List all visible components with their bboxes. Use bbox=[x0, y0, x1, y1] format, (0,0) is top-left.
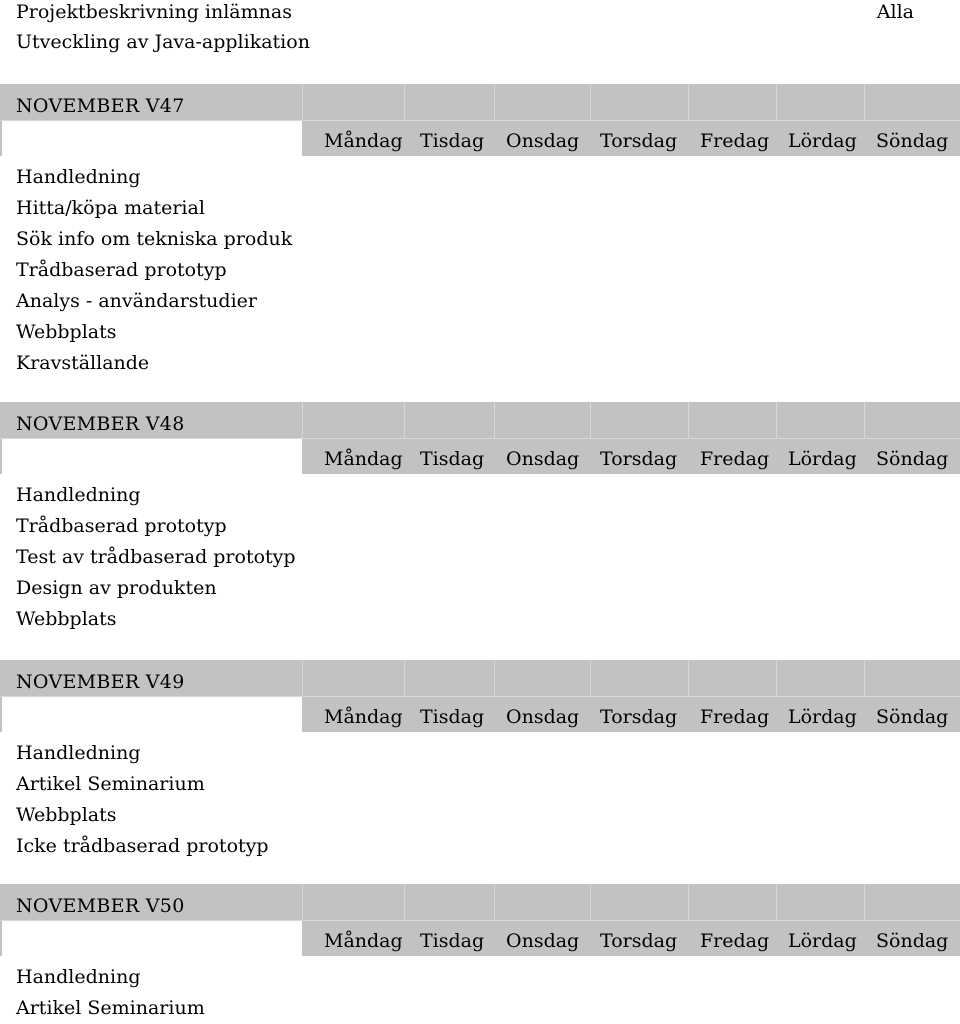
week-title: NOVEMBER V48 bbox=[16, 413, 185, 435]
weekday-monday: Måndag bbox=[324, 930, 403, 952]
weekday-friday: Fredag bbox=[700, 448, 770, 470]
weekday-friday: Fredag bbox=[700, 930, 770, 952]
task-item: Webbplats bbox=[16, 321, 117, 343]
task-item: Kravställande bbox=[16, 352, 150, 374]
column-separator bbox=[590, 402, 591, 438]
week-header-divider bbox=[0, 120, 960, 121]
weekday-friday: Fredag bbox=[700, 130, 770, 152]
weekday-thursday: Torsdag bbox=[600, 130, 678, 152]
column-separator bbox=[302, 84, 303, 120]
column-separator bbox=[688, 884, 689, 920]
column-separator bbox=[864, 84, 865, 120]
task-list bbox=[16, 962, 205, 1024]
weekday-sunday: Söndag bbox=[876, 706, 949, 728]
task-item: Trådbaserad prototyp bbox=[16, 259, 227, 281]
column-separator bbox=[494, 660, 495, 696]
task-item: Artikel Seminarium bbox=[16, 773, 205, 795]
column-separator bbox=[494, 402, 495, 438]
task-item: Trådbaserad prototyp bbox=[16, 515, 227, 537]
weekday-wednesday: Onsdag bbox=[506, 448, 580, 470]
column-separator bbox=[688, 402, 689, 438]
week-header-divider bbox=[0, 920, 960, 921]
weekday-thursday: Torsdag bbox=[600, 706, 678, 728]
column-separator bbox=[590, 660, 591, 696]
task-item: Icke trådbaserad prototyp bbox=[16, 835, 269, 857]
column-separator bbox=[776, 84, 777, 120]
task-item: Webbplats bbox=[16, 608, 117, 630]
weekday-header-row bbox=[0, 447, 960, 471]
weekday-wednesday: Onsdag bbox=[506, 130, 580, 152]
task-item: Handledning bbox=[16, 966, 141, 988]
task-list bbox=[16, 162, 292, 379]
weekday-header-row bbox=[0, 129, 960, 153]
week-title: NOVEMBER V49 bbox=[16, 671, 185, 693]
column-separator bbox=[494, 884, 495, 920]
weekday-saturday: Lördag bbox=[788, 930, 857, 952]
weekday-thursday: Torsdag bbox=[600, 448, 678, 470]
column-separator bbox=[776, 884, 777, 920]
weekday-wednesday: Onsdag bbox=[506, 930, 580, 952]
weekday-tuesday: Tisdag bbox=[420, 930, 485, 952]
header-line-2: Utveckling av Java-applikation bbox=[16, 31, 310, 53]
weekday-monday: Måndag bbox=[324, 130, 403, 152]
column-separator bbox=[864, 884, 865, 920]
column-separator bbox=[864, 660, 865, 696]
task-item: Design av produkten bbox=[16, 577, 217, 599]
task-item: Handledning bbox=[16, 166, 141, 188]
filter-label[interactable]: Alla bbox=[876, 1, 914, 23]
week-title: NOVEMBER V50 bbox=[16, 895, 185, 917]
column-separator bbox=[494, 84, 495, 120]
weekday-friday: Fredag bbox=[700, 706, 770, 728]
column-separator bbox=[864, 402, 865, 438]
column-separator bbox=[404, 84, 405, 120]
task-item: Analys - användarstudier bbox=[16, 290, 257, 312]
weekday-header-row bbox=[0, 929, 960, 953]
weekday-header-row bbox=[0, 705, 960, 729]
column-separator bbox=[404, 660, 405, 696]
week-header-divider bbox=[0, 696, 960, 697]
column-separator bbox=[404, 884, 405, 920]
weekday-sunday: Söndag bbox=[876, 448, 949, 470]
weekday-monday: Måndag bbox=[324, 448, 403, 470]
task-list bbox=[16, 738, 269, 862]
task-item: Hitta/köpa material bbox=[16, 197, 205, 219]
task-item: Handledning bbox=[16, 484, 141, 506]
task-list bbox=[16, 480, 296, 635]
task-item: Sök info om tekniska produk bbox=[16, 228, 293, 250]
weekday-tuesday: Tisdag bbox=[420, 706, 485, 728]
week-title: NOVEMBER V47 bbox=[16, 95, 185, 117]
week-header-divider bbox=[0, 438, 960, 439]
column-separator bbox=[688, 84, 689, 120]
column-separator bbox=[302, 660, 303, 696]
weekday-saturday: Lördag bbox=[788, 130, 857, 152]
column-separator bbox=[688, 660, 689, 696]
column-separator bbox=[776, 402, 777, 438]
weekday-sunday: Söndag bbox=[876, 930, 949, 952]
weekday-saturday: Lördag bbox=[788, 706, 857, 728]
weekday-sunday: Söndag bbox=[876, 130, 949, 152]
column-separator bbox=[302, 884, 303, 920]
task-item: Artikel Seminarium bbox=[16, 997, 205, 1019]
weekday-monday: Måndag bbox=[324, 706, 403, 728]
column-separator bbox=[590, 884, 591, 920]
column-separator bbox=[404, 402, 405, 438]
weekday-wednesday: Onsdag bbox=[506, 706, 580, 728]
task-item: Handledning bbox=[16, 742, 141, 764]
weekday-tuesday: Tisdag bbox=[420, 448, 485, 470]
weekday-tuesday: Tisdag bbox=[420, 130, 485, 152]
task-item: Webbplats bbox=[16, 804, 117, 826]
column-separator bbox=[776, 660, 777, 696]
weekday-thursday: Torsdag bbox=[600, 930, 678, 952]
header-line-1: Projektbeskrivning inlämnas bbox=[16, 1, 292, 23]
column-separator bbox=[302, 402, 303, 438]
task-item: Test av trådbaserad prototyp bbox=[16, 546, 296, 568]
column-separator bbox=[590, 84, 591, 120]
weekday-saturday: Lördag bbox=[788, 448, 857, 470]
